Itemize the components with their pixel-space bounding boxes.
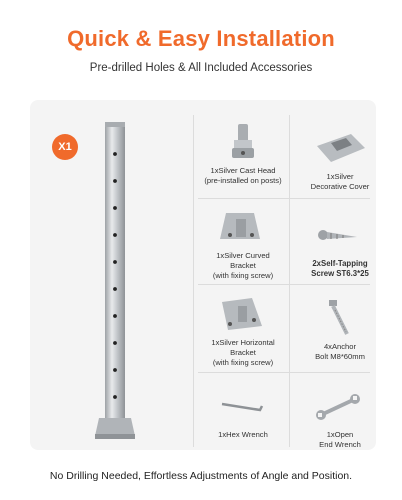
row-divider-3 xyxy=(198,372,370,373)
accessory-label-line: 1xSilver Curved xyxy=(216,251,270,260)
post-hole xyxy=(113,395,117,399)
accessory-label-line: Bolt M8*60mm xyxy=(315,352,365,361)
accessory-label-line: (with fixing screw) xyxy=(212,358,274,367)
accessory-item xyxy=(292,120,388,192)
accessory-label-line: (pre-installed on posts) xyxy=(204,176,282,185)
accessory-label-line: 1xSilver Cast Head xyxy=(210,166,276,175)
accessory-item xyxy=(195,380,291,440)
page-title: Quick & Easy Installation xyxy=(67,26,335,51)
accessory-label xyxy=(292,172,388,192)
post-hole xyxy=(113,368,117,372)
accessory-item xyxy=(292,205,388,279)
accessory-label-line: Decorative Cover xyxy=(310,182,370,191)
accessory-item xyxy=(195,120,291,186)
row-divider-2 xyxy=(198,284,370,285)
accessory-label-line: 1xSilver Horizontal xyxy=(211,338,275,347)
accessory-label xyxy=(292,430,388,450)
accessory-item xyxy=(292,380,388,450)
accessory-label-line: Bracket xyxy=(230,261,256,270)
column-divider-left xyxy=(193,115,194,447)
curved-bracket-icon xyxy=(208,205,278,249)
accessory-label xyxy=(292,342,388,362)
post-hole xyxy=(113,179,117,183)
accessory-label xyxy=(292,259,388,279)
quantity-badge: X1 xyxy=(52,134,78,160)
accessory-item xyxy=(195,292,291,368)
post-hole xyxy=(113,341,117,345)
decorative-cover-icon xyxy=(305,126,375,170)
accessory-label-line: 4xAnchor xyxy=(323,342,357,351)
post-hole xyxy=(113,287,117,291)
accessory-label-line: 2xSelf-Tapping xyxy=(312,259,368,268)
accessory-item xyxy=(292,292,388,362)
self-tapping-screw-icon xyxy=(305,213,375,257)
post-hole xyxy=(113,260,117,264)
cast-head-icon xyxy=(208,120,278,164)
open-end-wrench-icon xyxy=(305,384,375,428)
post-hole xyxy=(113,152,117,156)
accessory-label-line: End Wrench xyxy=(319,440,361,449)
accessory-item xyxy=(195,205,291,281)
accessory-label-line: 1xHex Wrench xyxy=(218,430,268,439)
accessory-label-line: 1xSilver xyxy=(326,172,354,181)
accessory-label-line: Bracket xyxy=(230,348,256,357)
horizontal-bracket-icon xyxy=(208,292,278,336)
post-image xyxy=(95,122,135,442)
page-subtitle: Pre-drilled Holes & All Included Accessories xyxy=(89,62,313,74)
hex-wrench-icon xyxy=(208,384,278,428)
anchor-bolt-icon xyxy=(305,296,375,340)
accessory-label xyxy=(195,338,291,368)
accessory-label-line: Screw ST6.3*25 xyxy=(311,269,369,278)
row-divider-1 xyxy=(198,198,370,199)
accessory-label-line: 1xOpen xyxy=(326,430,354,439)
accessory-label xyxy=(195,430,291,440)
accessory-label-line: (with fixing screw) xyxy=(212,271,274,280)
post-hole xyxy=(113,314,117,318)
accessory-label xyxy=(195,251,291,281)
accessory-label xyxy=(195,166,291,186)
post-hole xyxy=(113,233,117,237)
post-hole xyxy=(113,206,117,210)
footer-tagline: No Drilling Needed, Effortless Adjustments of Angle and Position. xyxy=(49,470,353,482)
